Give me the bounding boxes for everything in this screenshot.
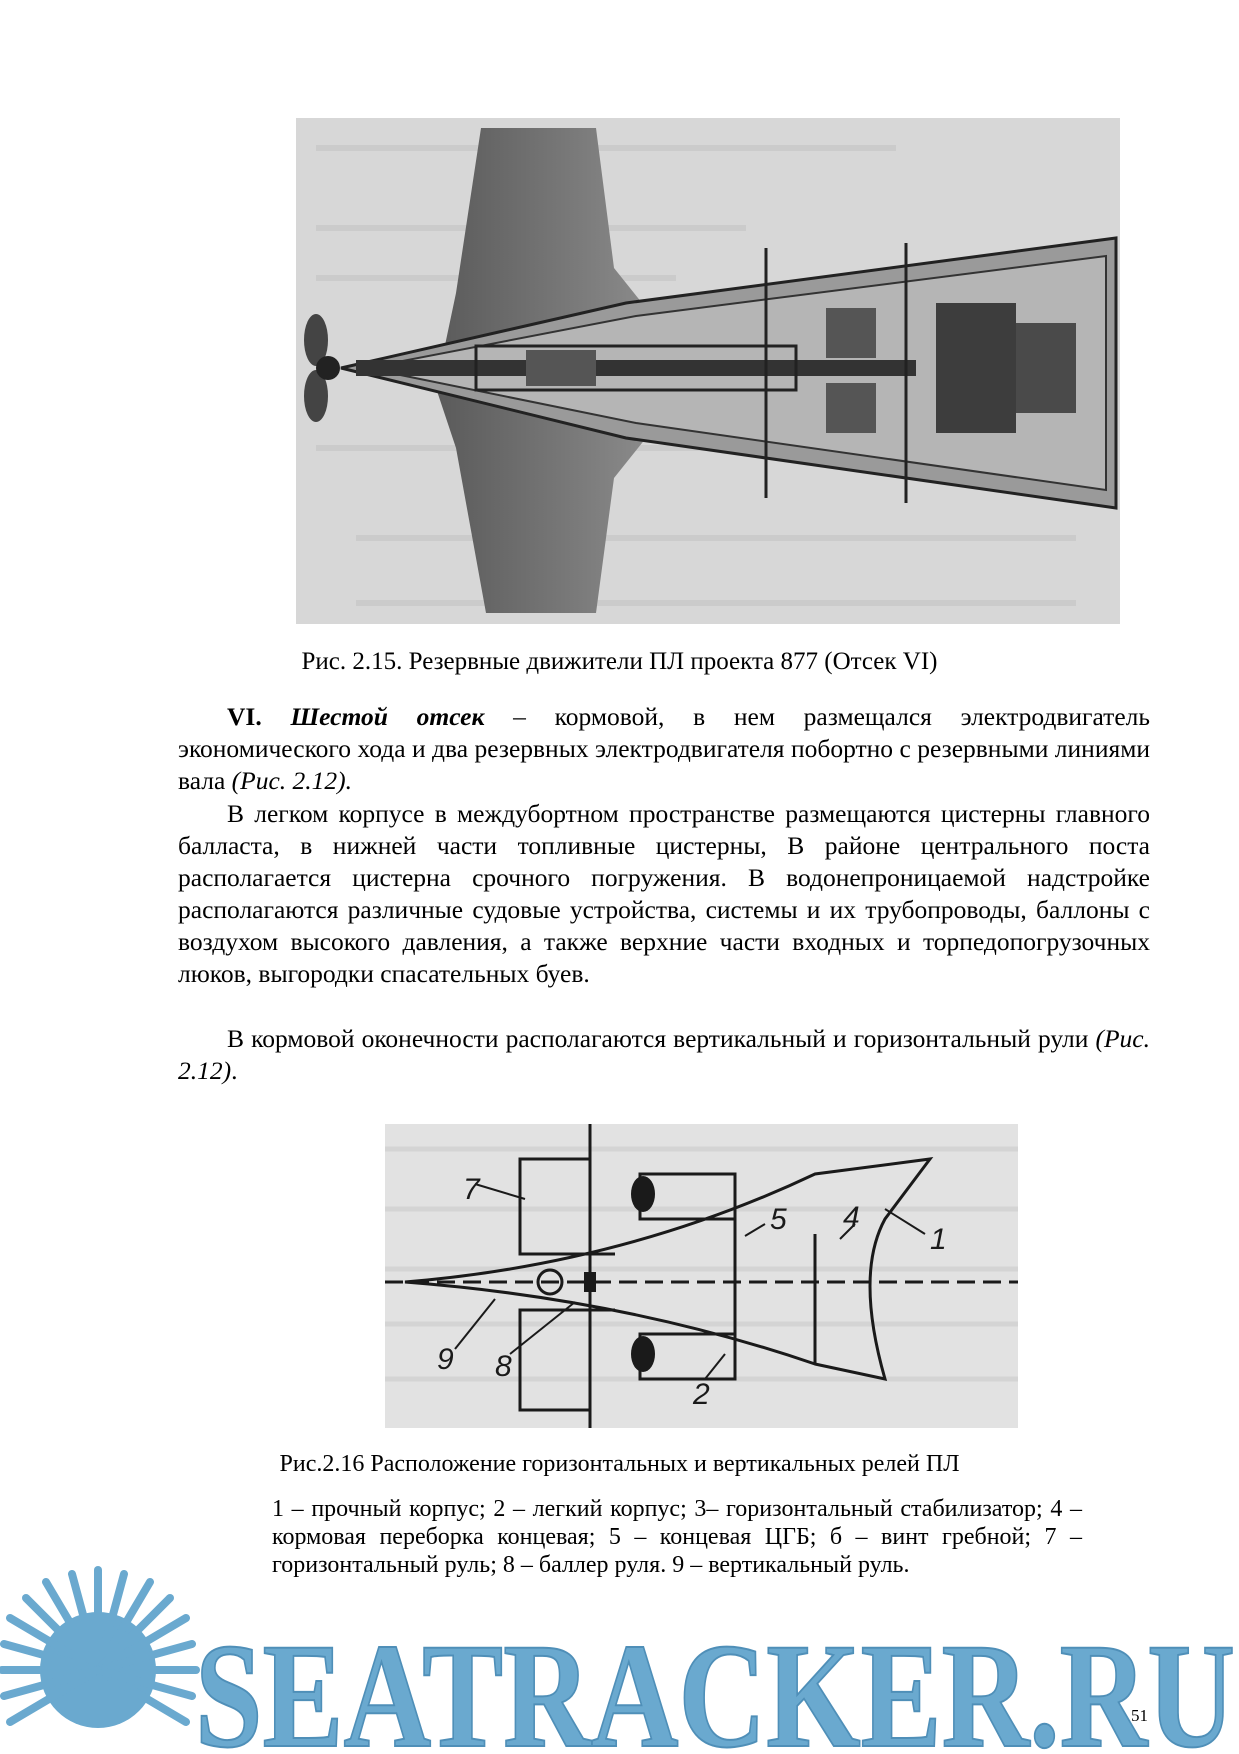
label-8: 8	[495, 1350, 512, 1383]
stern-propulsors-figure	[296, 118, 1120, 624]
label-2: 2	[693, 1378, 710, 1411]
figure-2-16-caption: Рис.2.16 Расположение горизонтальных и вертикальных релей ПЛ	[279, 1451, 960, 1477]
section-paragraph-1: VI. Шестой отсек – кормовой, в нем размещался электродвигатель экономического хода и два резервных электродвигателя побортно с резервными линиями вала (Рис. 2.12).	[178, 702, 1150, 795]
figure-reference: (Рис. 2.12)	[178, 1024, 1150, 1085]
label-9: 9	[437, 1343, 454, 1376]
seatracker-watermark	[0, 1560, 1239, 1754]
label-4: 4	[843, 1201, 860, 1234]
label-5: 5	[770, 1203, 787, 1236]
section-paragraph-3: В кормовой оконечности располагаются вертикальный и горизонтальный рули (Рис. 2.12).	[178, 1024, 1150, 1085]
propeller-shaft	[356, 360, 916, 376]
page-number: 51	[1131, 1706, 1148, 1725]
stern-drawing	[296, 118, 1120, 624]
figure-2-15-caption: Рис. 2.15. Резервные движители ПЛ проекта 877 (Отсек VI)	[301, 648, 938, 675]
section-paragraph-2: В легком корпусе в междубортном пространстве размещаются цистерны главного балласта, в нижней части топливные цистерны, В районе центрального поста располагается цистерна срочного погружения. В водонепроницаемой надстройке располагаются различные судовые устройства, системы и их трубопроводы, баллоны с воздухом высокого давления, а также верхние части входных и торпедопогрузочных люков, выгородки спасательных буев.	[178, 799, 1150, 988]
rudders-layout-figure	[385, 1124, 1018, 1428]
label-7: 7	[463, 1173, 480, 1206]
watermark-text: SEATRACKER.RU	[195, 1613, 1235, 1754]
figure-legend: 1 – прочный корпус; 2 – легкий корпус; 3– горизонтальный стабилизатор; 4 – кормовая переборка концевая; 5 – концевая ЦГБ; б – винт гребной; 7 –горизонтальный руль; 8 – баллер руля. 9 – вертикальный руль.	[272, 1496, 1082, 1578]
label-1: 1	[930, 1223, 947, 1256]
section-numeral: VI.	[227, 702, 262, 731]
rudders-schematic	[385, 1124, 1018, 1428]
motor	[936, 303, 1016, 433]
sun-icon	[2, 1570, 196, 1728]
section-heading: Шестой отсек	[290, 702, 485, 731]
figure-reference: (Рис. 2.12).	[231, 766, 353, 795]
